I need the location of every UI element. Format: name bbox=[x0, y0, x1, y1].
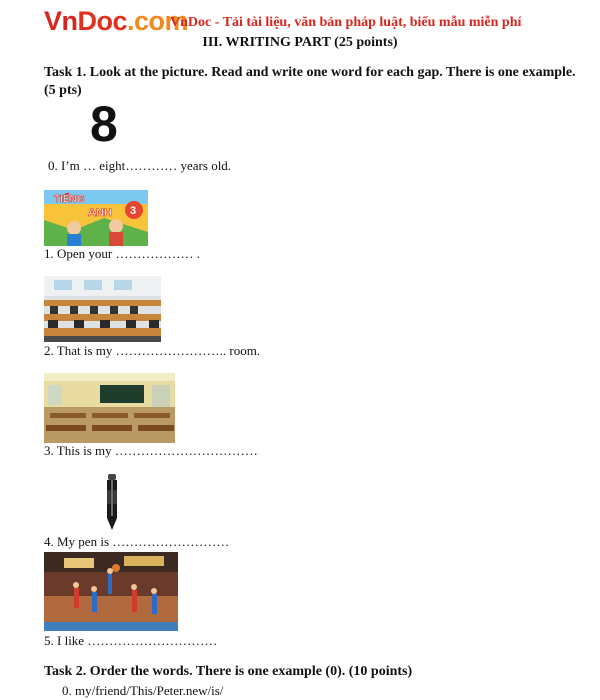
task1-heading: Task 1. Look at the picture. Read and write one word for each gap. There is one example. (5 pts) bbox=[44, 65, 576, 98]
vndoc-logo[interactable]: VnDoc.com bbox=[44, 6, 189, 36]
task1-item-1: 1. Open your ……………… . bbox=[44, 246, 200, 261]
task2-heading: Task 2. Order the words. There is one example (0). (10 points) bbox=[44, 664, 413, 679]
computer-room-image bbox=[44, 276, 161, 342]
textbook-cover-graphic bbox=[44, 190, 148, 246]
example-number-eight: 8 bbox=[90, 96, 118, 152]
computer-room-graphic bbox=[44, 276, 161, 342]
pen-image bbox=[104, 474, 120, 532]
classroom-image bbox=[44, 373, 175, 443]
book-cover-title-line1: TIẾNG bbox=[54, 194, 85, 205]
task1-item-0: 0. I’m … eight………… years old. bbox=[48, 158, 232, 173]
task2-example: 0. my/friend/This/Peter.new/is/ bbox=[62, 683, 224, 698]
task1-item-3: 3. This is my …………………………… bbox=[44, 443, 258, 458]
task1-item-2: 2. That is my …………………….. room. bbox=[44, 343, 261, 358]
classroom-graphic bbox=[44, 373, 175, 443]
svg-text:3: 3 bbox=[129, 205, 137, 217]
pen-graphic bbox=[104, 474, 120, 532]
book-cover-title-line2: ANH bbox=[88, 207, 112, 219]
task1-item-4: 4. My pen is ……………………… bbox=[44, 534, 230, 549]
site-tagline: VnDoc - Tải tài liệu, văn bản pháp luật, biểu mẫu miễn phí bbox=[170, 15, 522, 30]
section-title: III. WRITING PART (25 points) bbox=[202, 35, 398, 50]
basketball-image bbox=[44, 552, 178, 631]
basketball-graphic bbox=[44, 552, 178, 631]
textbook-cover-image bbox=[44, 190, 148, 246]
task1-item-5: 5. I like ………………………… bbox=[44, 633, 218, 648]
